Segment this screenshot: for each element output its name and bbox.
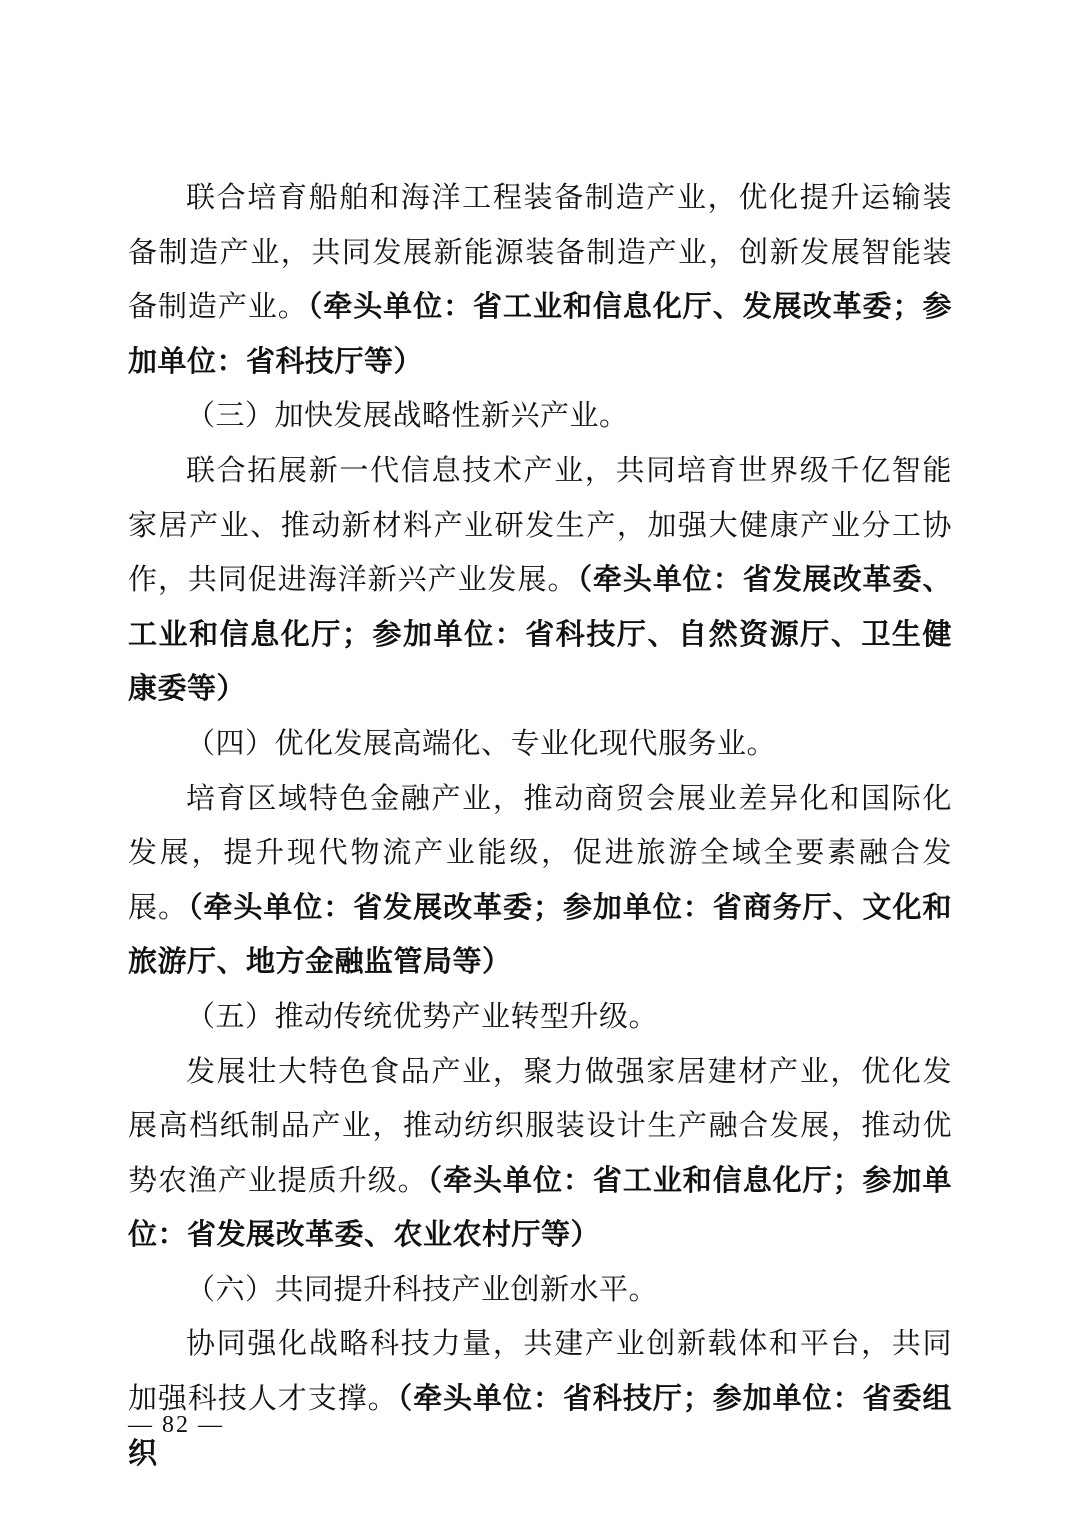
responsibility-note: （牵头单位：省发展改革委、工业和信息化厅；参加单位：省科技厅、自然资源厅、卫生健康委等）: [128, 562, 952, 706]
section-heading-5: （五）推动传统优势产业转型升级。: [186, 998, 659, 1033]
paragraph-text: 联合培育船舶和海洋工程装备制造产业，优化提升运输装备制造产业，共同发展新能源装备制造产业，创新发展智能装备制造产业。: [128, 180, 952, 324]
paragraph-traditional-industries: [128, 1044, 952, 1262]
paragraph-shipbuilding: [128, 170, 952, 388]
section-heading-3: （三）加快发展战略性新兴产业。: [186, 398, 629, 433]
responsibility-note: （牵头单位：省科技厅；参加单位：省委组织: [128, 1381, 952, 1470]
section-heading-6: （六）共同提升科技产业创新水平。: [186, 1271, 659, 1306]
responsibility-note: （牵头单位：省工业和信息化厅；参加单位：省发展改革委、农业农村厅等）: [128, 1162, 952, 1252]
paragraph-text: 发展壮大特色食品产业，聚力做强家居建材产业，优化发展高档纸制品产业，推动纺织服装设计生产融合发展，推动优势农渔产业提质升级。: [128, 1053, 952, 1197]
paragraph-text: 协同强化战略科技力量，共建产业创新载体和平台，共同加强科技人才支撑。: [128, 1326, 952, 1416]
paragraph-emerging-industries: [128, 443, 952, 716]
document-body: [128, 170, 952, 1480]
paragraph-tech-innovation: [128, 1316, 952, 1480]
responsibility-note: （牵头单位：省工业和信息化厅、发展改革委；参加单位：省科技厅等）: [128, 289, 952, 378]
section-heading-4: （四）优化发展高端化、专业化现代服务业。: [186, 725, 777, 760]
paragraph-text: 培育区域特色金融产业，推动商贸会展业差异化和国际化发展，提升现代物流产业能级，促进旅游全域全要素融合发展。: [128, 780, 952, 924]
page-number: — 82 —: [128, 1412, 224, 1438]
responsibility-note: （牵头单位：省发展改革委；参加单位：省商务厅、文化和旅游厅、地方金融监管局等）: [128, 889, 952, 979]
paragraph-text: 联合拓展新一代信息技术产业，共同培育世界级千亿智能家居产业、推动新材料产业研发生产，加强大健康产业分工协作，共同促进海洋新兴产业发展。: [128, 452, 952, 597]
paragraph-modern-services: [128, 771, 952, 989]
